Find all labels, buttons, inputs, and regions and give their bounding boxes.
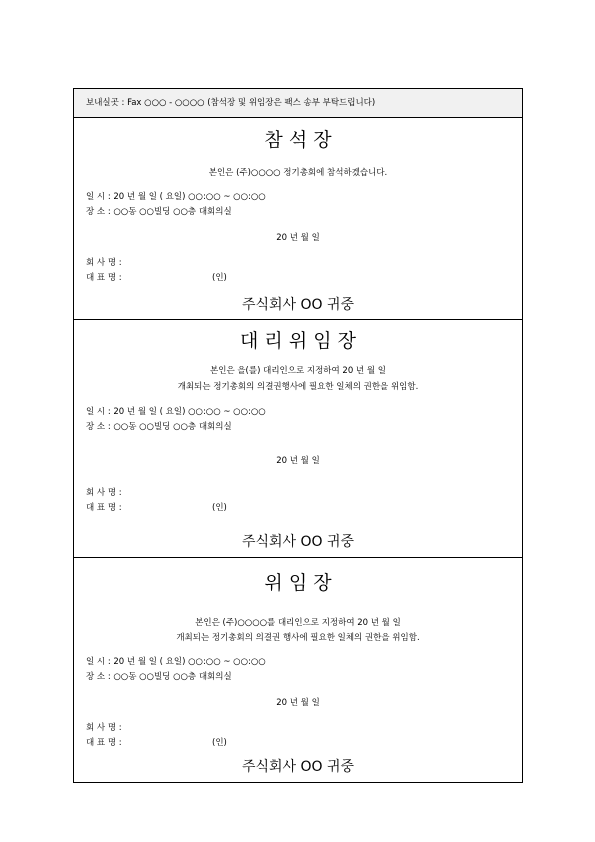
attendance-statement: 본인은 (주)○○○○ 정기총회에 참석하겠습니다. — [208, 168, 388, 178]
attendance-seal: (인) — [212, 273, 227, 283]
delegation-place: 장 소 : ○○동 ○○빌딩 ○○층 대회의실 — [86, 672, 232, 682]
attendance-company-label: 회 사 명 : — [86, 258, 122, 268]
proxy-title: 대 리 위 임 장 — [240, 330, 356, 352]
delegation-section — [74, 558, 522, 782]
attendance-section — [74, 118, 522, 320]
delegation-date: 20 년 월 일 — [276, 698, 320, 708]
proxy-addressee: 주식회사 OO 귀중 — [241, 534, 355, 550]
delegation-company-label: 회 사 명 : — [86, 723, 122, 733]
delegation-rep-label: 대 표 명 : — [86, 738, 122, 748]
delegation-statement-line-2: 개최되는 정기총회의 의결권 행사에 필요한 일체의 권한을 위임함. — [176, 633, 420, 643]
form-document — [73, 88, 523, 783]
proxy-rep-label: 대 표 명 : — [86, 503, 122, 513]
proxy-statement-line-1: 본인은 을(를) 대리인으로 지정하여 20 년 월 일 — [210, 366, 386, 376]
attendance-rep-label: 대 표 명 : — [86, 273, 122, 283]
delegation-statement-line-1: 본인은 (주)○○○○를 대리인으로 지정하여 20 년 월 일 — [195, 618, 401, 628]
delegation-seal: (인) — [212, 738, 227, 748]
attendance-place: 장 소 : ○○동 ○○빌딩 ○○층 대회의실 — [86, 207, 232, 217]
attendance-datetime: 일 시 : 20 년 월 일 ( 요일) ○○:○○ ~ ○○:○○ — [86, 192, 266, 202]
proxy-place: 장 소 : ○○동 ○○빌딩 ○○층 대회의실 — [86, 422, 232, 432]
delegation-datetime: 일 시 : 20 년 월 일 ( 요일) ○○:○○ ~ ○○:○○ — [86, 657, 266, 667]
delegation-addressee: 주식회사 OO 귀중 — [241, 759, 355, 775]
proxy-datetime: 일 시 : 20 년 월 일 ( 요일) ○○:○○ ~ ○○:○○ — [86, 407, 266, 417]
proxy-section — [74, 320, 522, 558]
proxy-statement-line-2: 개최되는 정기총회의 의결권행사에 필요한 일체의 권한을 위임함. — [177, 382, 419, 392]
attendance-date: 20 년 월 일 — [276, 233, 320, 243]
attendance-addressee: 주식회사 OO 귀중 — [241, 297, 355, 313]
delegation-title: 위 임 장 — [264, 572, 332, 594]
proxy-date: 20 년 월 일 — [276, 456, 320, 466]
fax-instruction: 보내실곳 : Fax ○○○ - ○○○○ (참석장 및 위임장은 팩스 송부 부탁드립니다) — [74, 89, 522, 118]
attendance-title: 참 석 장 — [264, 129, 332, 151]
proxy-company-label: 회 사 명 : — [86, 488, 122, 498]
proxy-seal: (인) — [212, 503, 227, 513]
